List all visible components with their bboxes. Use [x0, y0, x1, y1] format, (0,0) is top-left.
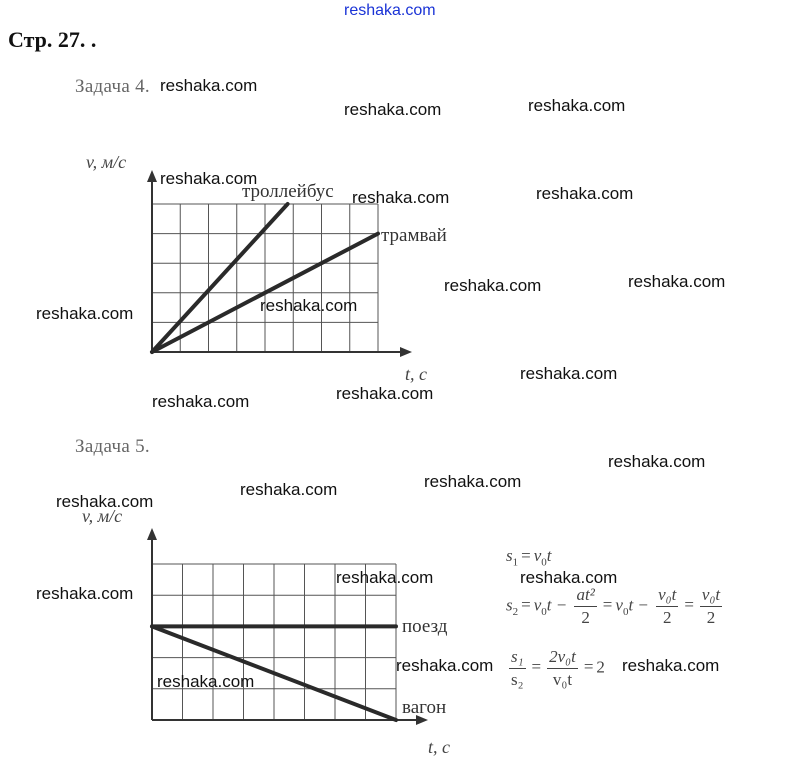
watermark: reshaka.com — [160, 76, 258, 95]
watermark: reshaka.com — [344, 100, 442, 119]
task5-title: Задача 5. — [75, 436, 150, 457]
series-label-train: поезд — [402, 616, 448, 637]
watermark: reshaka.com — [336, 384, 434, 403]
watermark: reshaka.com — [160, 169, 258, 188]
chart-task4-ylabel: v, м/с — [86, 152, 127, 172]
watermark: reshaka.com — [520, 568, 618, 587]
watermark: reshaka.com — [622, 656, 720, 675]
watermark: reshaka.com — [152, 392, 250, 411]
watermark: reshaka.com — [608, 452, 706, 471]
watermark: reshaka.com — [528, 96, 626, 115]
watermark: reshaka.com — [240, 480, 338, 499]
formula-s2: $s_2 = v_0t$ − $\frac{\text{at²}}{2}$ = $v_0t$ − $\frac{\text{v₀t}}{2}$ = $\frac{\text{v₀t}}{2}$ — [506, 585, 721, 627]
series-label-tram: трамвай — [381, 225, 447, 246]
watermark: reshaka.com — [424, 472, 522, 491]
page-label: Стр. 27. . — [8, 27, 97, 52]
watermark: reshaka.com — [157, 672, 255, 691]
watermark: reshaka.com — [336, 568, 434, 587]
formula-s1: $s_1 = v_0t$ — [506, 546, 552, 569]
watermark: reshaka.com — [536, 184, 634, 203]
watermark: reshaka.com — [56, 492, 154, 511]
chart-task4-xlabel: t, с — [405, 364, 427, 384]
watermark: reshaka.com — [260, 296, 358, 315]
series-label-trolleybus: троллейбус — [242, 181, 334, 202]
watermark: reshaka.com — [36, 304, 134, 323]
watermark: reshaka.com — [352, 188, 450, 207]
watermark: reshaka.com — [36, 584, 134, 603]
watermark: reshaka.com — [396, 656, 494, 675]
watermark: reshaka.com — [520, 364, 618, 383]
watermark: reshaka.com — [628, 272, 726, 291]
chart-task5-xlabel: t, с — [428, 737, 450, 757]
task4-title: Задача 4. — [75, 76, 150, 97]
y-axis-arrow — [147, 528, 157, 540]
watermark: reshaka.com — [444, 276, 542, 295]
chart-task5-ylabel: v, м/с — [82, 506, 123, 526]
site-watermark: reshaka.com — [344, 2, 436, 19]
series-label-wagon: вагон — [402, 697, 447, 718]
formula-ratio: $\frac{\text{s₁}}{\text{s₂}}$ = $\frac{\text{2v₀t}}{\text{v₀t}}$ = 2 — [511, 647, 605, 689]
